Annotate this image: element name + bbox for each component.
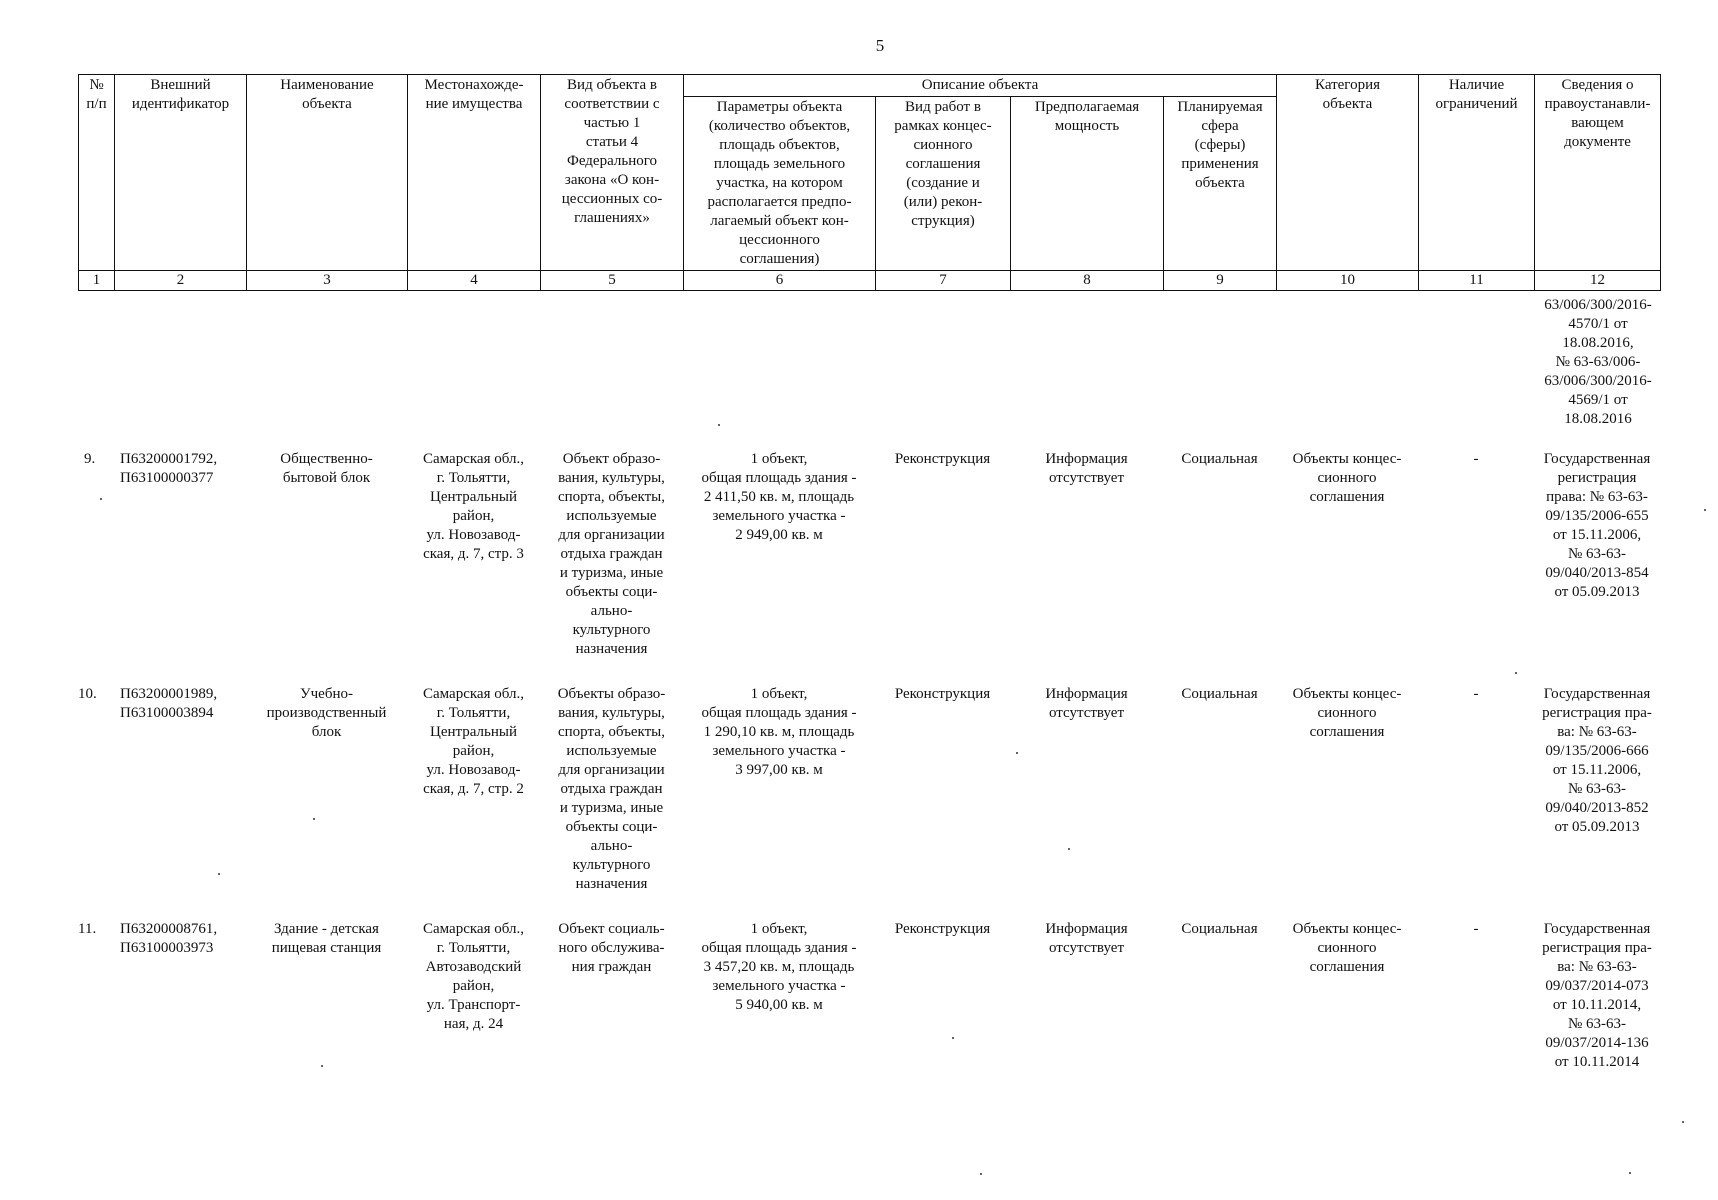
row-location: Самарская обл., г. Тольятти, Автозаводский район, ул. Транспорт- ная, д. 24 xyxy=(423,921,524,1032)
scan-speck xyxy=(321,1065,323,1067)
header-number: № п/п xyxy=(79,75,115,271)
column-number: 3 xyxy=(247,271,408,291)
row-document: Государственная регистрация пра- ва: № 63-63- 09/135/2006-666 от 15.11.2006, № 63-63- 09/040/2013-852 от 05.09.2013 xyxy=(1542,686,1652,835)
row-restrictions: - xyxy=(1473,921,1479,937)
header-parameters: Параметры объекта (количество объектов, площадь объектов, площадь земельного участка, на котором располагается предпо- лагаемый объект кон- цессионного соглашения) xyxy=(684,97,876,271)
row-restrictions: - xyxy=(1473,451,1479,467)
header-object-type: Вид объекта в соответствии с частью 1 статьи 4 Федерального закона «О кон- цессионных со- глашениях» xyxy=(541,75,684,271)
scan-speck xyxy=(1016,752,1018,754)
header-external-id: Внешний идентификатор xyxy=(115,75,247,271)
scan-speck xyxy=(100,498,102,500)
row-capacity: Информация отсутствует xyxy=(1045,921,1128,956)
row-external-ids: П63200001989, П63100003894 xyxy=(120,686,218,721)
row-category: Объекты концес- сионного соглашения xyxy=(1292,686,1402,740)
row-category: Объекты концес- сионного соглашения xyxy=(1292,451,1402,505)
column-number: 1 xyxy=(79,271,115,291)
header-category: Категория объекта xyxy=(1277,75,1419,271)
row-number: 10. xyxy=(78,686,97,702)
row-works: Реконструкция xyxy=(894,686,991,702)
row-external-ids: П63200008761, П63100003973 xyxy=(120,921,218,956)
column-number: 2 xyxy=(115,271,247,291)
scan-speck xyxy=(1515,672,1517,674)
column-number: 6 xyxy=(684,271,876,291)
header-object-description: Описание объекта xyxy=(684,75,1277,97)
column-number: 11 xyxy=(1419,271,1535,291)
row-category: Объекты концес- сионного соглашения xyxy=(1292,921,1402,975)
row-restrictions: - xyxy=(1473,686,1479,702)
scan-speck xyxy=(980,1173,982,1175)
row-object-name: Учебно- производственный блок xyxy=(266,686,387,740)
scan-speck xyxy=(1682,1121,1684,1123)
row-object-name: Здание - детская пищевая станция xyxy=(271,921,382,956)
scan-speck xyxy=(218,873,220,875)
row-parameters: 1 объект, общая площадь здания - 3 457,20 кв. м, площадь земельного участка - 5 940,00 кв. м xyxy=(701,921,857,1013)
header-capacity: Предполагаемая мощность xyxy=(1011,97,1164,271)
row-parameters: 1 объект, общая площадь здания - 2 411,50 кв. м, площадь земельного участка - 2 949,00 кв. м xyxy=(701,451,857,543)
header-location: Местонахожде- ние имущества xyxy=(408,75,541,271)
row-sphere: Социальная xyxy=(1181,686,1258,702)
row-object-type: Объект образо- вания, культуры, спорта, объекты, используемые для организации отдыха граждан и туризма, иные объекты соци- ально- культурного назначения xyxy=(557,451,666,657)
row-capacity: Информация отсутствует xyxy=(1045,686,1128,721)
row-sphere: Социальная xyxy=(1181,451,1258,467)
scan-speck xyxy=(952,1037,954,1039)
row-capacity: Информация отсутствует xyxy=(1045,451,1128,486)
header-works: Вид работ в рамках концес- сионного соглашения (создание и (или) рекон- струкция) xyxy=(876,97,1011,271)
row-sphere: Социальная xyxy=(1181,921,1258,937)
table-header xyxy=(78,74,1661,291)
row-works: Реконструкция xyxy=(894,451,991,467)
column-number: 4 xyxy=(408,271,541,291)
row-external-ids: П63200001792, П63100000377 xyxy=(120,451,218,486)
row-object-type: Объект социаль- ного обслужива- ния граждан xyxy=(558,921,665,975)
column-number: 10 xyxy=(1277,271,1419,291)
row-object-type: Объекты образо- вания, культуры, спорта, объекты, используемые для организации отдыха граждан и туризма, иные объекты соци- ально- культурного назначения xyxy=(557,686,666,892)
row-number: 11. xyxy=(78,921,97,937)
header-restrictions: Наличие ограничений xyxy=(1419,75,1535,271)
row-document: Государственная регистрация пра- ва: № 63-63- 09/037/2014-073 от 10.11.2014, № 63-63- 09/037/2014-136 от 10.11.2014 xyxy=(1542,921,1652,1070)
header-sphere: Планируемая сфера (сферы) применения объекта xyxy=(1164,97,1277,271)
column-number: 12 xyxy=(1535,271,1661,291)
row-object-name: Общественно- бытовой блок xyxy=(280,451,373,486)
row-location: Самарская обл., г. Тольятти, Центральный район, ул. Новозавод- ская, д. 7, стр. 3 xyxy=(423,451,524,562)
scan-speck xyxy=(313,818,315,820)
row-document: Государственная регистрация права: № 63-63- 09/135/2006-655 от 15.11.2006, № 63-63- 09/040/2013-854 от 05.09.2013 xyxy=(1543,451,1651,600)
column-number: 8 xyxy=(1011,271,1164,291)
row-parameters: 1 объект, общая площадь здания - 1 290,10 кв. м, площадь земельного участка - 3 997,00 кв. м xyxy=(701,686,857,778)
column-number: 5 xyxy=(541,271,684,291)
column-number: 9 xyxy=(1164,271,1277,291)
row-location: Самарская обл., г. Тольятти, Центральный район, ул. Новозавод- ская, д. 7, стр. 2 xyxy=(423,686,524,797)
scan-speck xyxy=(1068,848,1070,850)
header-document: Сведения о правоустанавли- вающем документе xyxy=(1535,75,1661,271)
scan-speck xyxy=(1704,509,1706,511)
scan-speck xyxy=(718,424,720,426)
row-number: 9. xyxy=(84,451,96,467)
carryover-document-text: 63/006/300/2016- 4570/1 от 18.08.2016, № 63-63/006- 63/006/300/2016- 4569/1 от 18.08.2016 xyxy=(1544,297,1652,427)
column-number: 7 xyxy=(876,271,1011,291)
scan-speck xyxy=(1629,1172,1631,1174)
row-works: Реконструкция xyxy=(894,921,991,937)
page-number: 5 xyxy=(875,36,885,55)
header-object-name: Наименование объекта xyxy=(247,75,408,271)
